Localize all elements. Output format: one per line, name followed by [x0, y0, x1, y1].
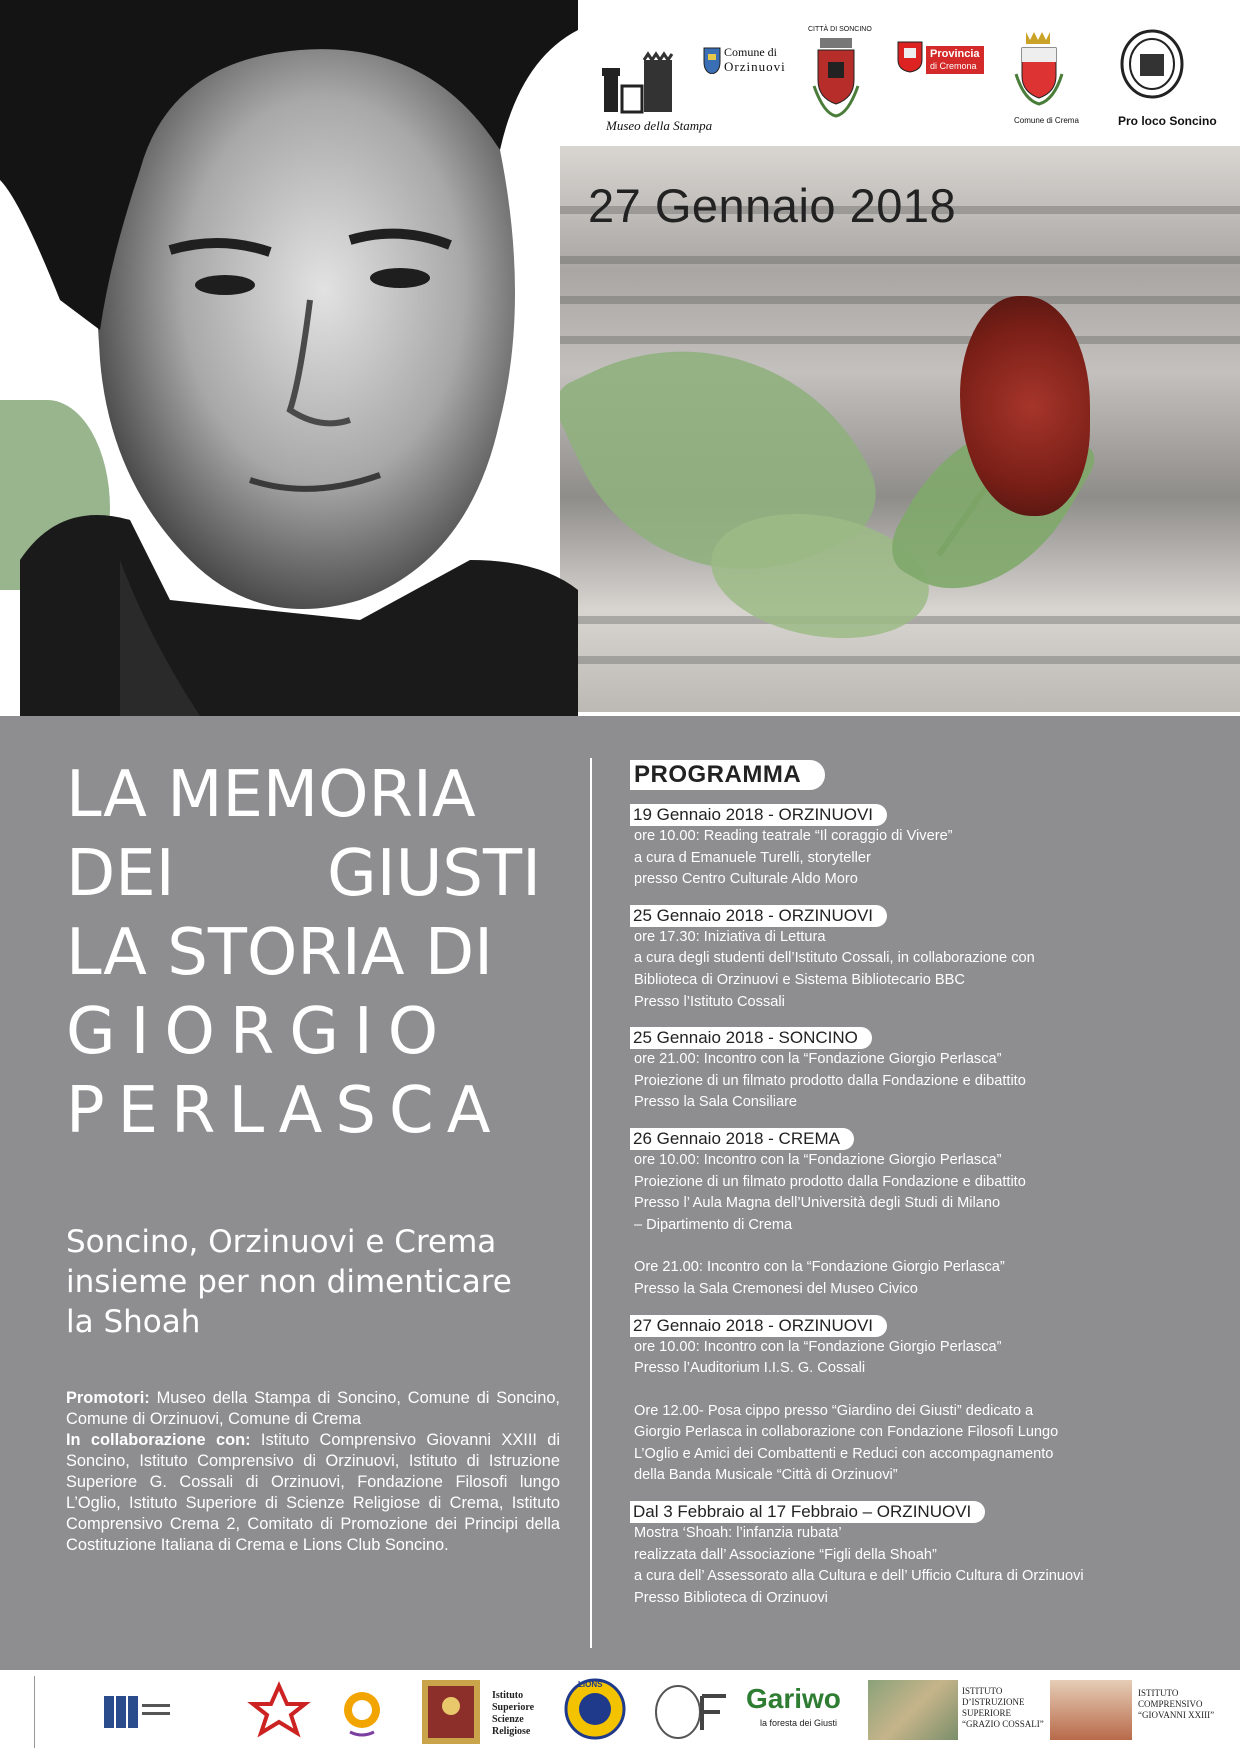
- event-detail-line: ore 17.30: Iniziativa di Lettura: [634, 928, 826, 945]
- collaboration-label: In collaborazione con:: [66, 1431, 251, 1449]
- soncino-label: CITTÀ DI SONCINO: [808, 26, 872, 33]
- subtitle-line-1: Soncino, Orzinuovi e Crema: [66, 1224, 497, 1260]
- event-title: 27 Gennaio 2018 - ORZINUOVI: [630, 1315, 887, 1337]
- event-date: 27 Gennaio 2018: [588, 179, 957, 232]
- issr-text: [492, 1690, 534, 1738]
- cossali-text: [962, 1686, 1044, 1730]
- event-detail-line: a cura degli studenti dell’Istituto Cossali, in collaborazione con: [634, 950, 1035, 967]
- giorgio-perlasca-logo: [34, 1676, 74, 1748]
- program-events: [630, 804, 1230, 1609]
- event-title: 25 Gennaio 2018 - SONCINO: [630, 1027, 872, 1049]
- event-detail-line: – Dipartimento di Crema: [634, 1216, 793, 1233]
- program-event: [630, 1128, 1230, 1301]
- orzinuovi-line2: Orzinuovi: [724, 59, 786, 74]
- event-detail-line: ore 10.00: Incontro con la “Fondazione Giorgio Perlasca”: [634, 1338, 1002, 1355]
- event-title: 19 Gennaio 2018 - ORZINUOVI: [630, 804, 887, 826]
- title-line-1: LA MEMORIA: [66, 758, 476, 832]
- soncino-crest: [808, 36, 864, 120]
- title-line-5: PERLASCA: [66, 1074, 504, 1148]
- event-detail-line: realizzata dall’ Associazione “Figli della Shoah”: [634, 1546, 937, 1563]
- event-detail-line: L’Oglio e Amici dei Combattenti e Reduci con accompagnamento: [634, 1445, 1054, 1462]
- issr-line-3: Scienze: [492, 1714, 524, 1725]
- top-logos: [594, 20, 1234, 138]
- event-detail-line: ore 10.00: Incontro con la “Fondazione Giorgio Perlasca”: [634, 1151, 1002, 1168]
- event-detail-line: Presso la Sala Cremonesi del Museo Civico: [634, 1280, 918, 1297]
- event-detail-line: Giorgio Perlasca in collaborazione con Fondazione Filosofi Lungo: [634, 1424, 1059, 1441]
- cossali-line-4: “GRAZIO COSSALI”: [962, 1719, 1044, 1729]
- event-detail-line: presso Centro Culturale Aldo Moro: [634, 871, 858, 888]
- title-line-2: [66, 835, 541, 914]
- museo-stampa-logo: [598, 50, 678, 114]
- event-detail-line: Presso la Sala Consiliare: [634, 1094, 798, 1111]
- orzinuovi-crest: [702, 46, 722, 74]
- promoters-list: Museo della Stampa di Soncino, Comune di Soncino, Comune di Orzinuovi, Comune di Crema: [66, 1389, 560, 1428]
- crema-crest: [1012, 28, 1066, 108]
- subtitle-line-2: insieme per non dimenticare: [66, 1264, 512, 1300]
- proloco-seal: [1118, 28, 1186, 100]
- event-detail-line: a cura d Emanuele Turelli, storyteller: [634, 849, 871, 866]
- giovanni-line-2: COMPRENSIVO: [1138, 1699, 1203, 1709]
- bbc-library-logo: [102, 1690, 172, 1734]
- event-detail-line: Presso l’Istituto Cossali: [634, 993, 785, 1010]
- footer-logos: [0, 1670, 1240, 1754]
- event-detail-line: Mostra ‘Shoah: l’infanzia rubata’: [634, 1525, 842, 1542]
- cossali-line-1: ISTITUTO: [962, 1686, 1003, 1696]
- title-line-2a: DEI: [66, 837, 175, 911]
- program-event: [630, 905, 1230, 1013]
- event-detail-line: Biblioteca di Orzinuovi e Sistema Bibliotecario BBC: [634, 971, 965, 988]
- cossali-line-2: D’ISTRUZIONE: [962, 1697, 1025, 1707]
- event-detail-line: ore 10.00: Reading teatrale “Il coraggio di Vivere”: [634, 828, 953, 844]
- provincia-crest: [896, 40, 924, 74]
- cossali-line-3: SUPERIORE: [962, 1708, 1012, 1718]
- gariwo-logo: Gariwo: [746, 1683, 841, 1714]
- collaboration-list: Istituto Comprensivo Giovanni XXIII di Soncino, Istituto Comprensivo di Orzinuovi, Istituto di Istruzione Superiore G. Cossali di Orzinuovi, Fondazione Filosofi lungo L’Oglio, Istituto Superiore di Scienze Religiose di Crema, Istituto Comprensivo Crema 2, Comitato di Promozione dei Principi della Costituzione Italiana di Crema e Lions Club Soncino.: [66, 1431, 561, 1554]
- event-detail-line: Proiezione di un filmato prodotto dalla Fondazione e dibattito: [634, 1173, 1026, 1190]
- event-spacer: [630, 1380, 1230, 1401]
- event-detail-line: Ore 21.00: Incontro con la “Fondazione Giorgio Perlasca”: [634, 1259, 1005, 1276]
- title-line-2b: GIUSTI: [327, 837, 541, 911]
- event-title: 25 Gennaio 2018 - ORZINUOVI: [630, 905, 887, 927]
- crema-label: Comune di Crema: [1014, 116, 1079, 125]
- event-title: 26 Gennaio 2018 - CREMA: [630, 1128, 854, 1150]
- event-spacer: [630, 1236, 1230, 1257]
- orzinuovi-line1: Comune di: [724, 45, 777, 59]
- hero-section: [0, 0, 1240, 716]
- provincia-line1: Provincia: [930, 48, 980, 60]
- event-detail-line: della Banda Musicale “Città di Orzinuovi”: [634, 1467, 898, 1484]
- program-event: [630, 1027, 1230, 1114]
- subtitle-line-3: la Shoah: [66, 1304, 201, 1340]
- issr-painting: [422, 1680, 480, 1744]
- subtitle: [66, 1222, 556, 1342]
- provincia-line2: di Cremona: [930, 61, 977, 71]
- event-detail-line: Presso l’ Aula Magna dell’Università degli Studi di Milano: [634, 1195, 1001, 1212]
- program-heading: PROGRAMMA: [630, 760, 825, 790]
- event-detail-line: Ore 12.00- Posa cippo presso “Giardino dei Giusti” dedicato a: [634, 1402, 1034, 1419]
- promoters-label: Promotori:: [66, 1389, 150, 1407]
- issr-line-1: Istituto: [492, 1690, 524, 1701]
- issr-line-4: Religiose: [492, 1726, 531, 1737]
- filosofi-logo: [652, 1682, 742, 1742]
- main-title: [66, 756, 541, 1151]
- event-detail-line: Proiezione di un filmato prodotto dalla Fondazione e dibattito: [634, 1072, 1026, 1089]
- event-detail-line: a cura dell’ Assessorato alla Cultura e dell’ Ufficio Cultura di Orzinuovi: [634, 1568, 1084, 1585]
- program-event: [630, 804, 1230, 891]
- program-event: [630, 1315, 1230, 1488]
- giovanni-painting: [1050, 1680, 1132, 1740]
- program-event: [630, 1501, 1230, 1609]
- event-detail-line: Presso l’Auditorium I.I.S. G. Cossali: [634, 1360, 866, 1377]
- event-detail-line: Presso Biblioteca di Orzinuovi: [634, 1589, 828, 1606]
- program: [630, 760, 1230, 1609]
- giovanni-line-3: “GIOVANNI XXIII”: [1138, 1710, 1215, 1720]
- giovanni-text: [1138, 1688, 1214, 1721]
- portrait-photo: [0, 0, 578, 716]
- title-line-3: LA STORIA DI: [66, 916, 493, 990]
- cossali-painting: [868, 1680, 958, 1740]
- proloco-label: Pro loco Soncino: [1118, 114, 1217, 128]
- lions-label: LIONS: [578, 1680, 603, 1689]
- promoters-text: [66, 1388, 560, 1556]
- issr-line-2: Superiore: [492, 1702, 535, 1713]
- orzinuovi-school-logo: [332, 1682, 392, 1742]
- museo-stampa-label: Museo della Stampa: [606, 118, 713, 133]
- giovanni-line-1: ISTITUTO: [1138, 1688, 1179, 1698]
- column-divider: [590, 758, 592, 1648]
- title-line-4: GIORGIO: [66, 995, 454, 1069]
- event-detail-line: ore 21.00: Incontro con la “Fondazione Giorgio Perlasca”: [634, 1051, 1002, 1068]
- costituzione-logo: [214, 1680, 344, 1744]
- gariwo-subtitle: la foresta dei Giusti: [760, 1718, 838, 1728]
- event-title: Dal 3 Febbraio al 17 Febbraio – ORZINUOVI: [630, 1501, 985, 1523]
